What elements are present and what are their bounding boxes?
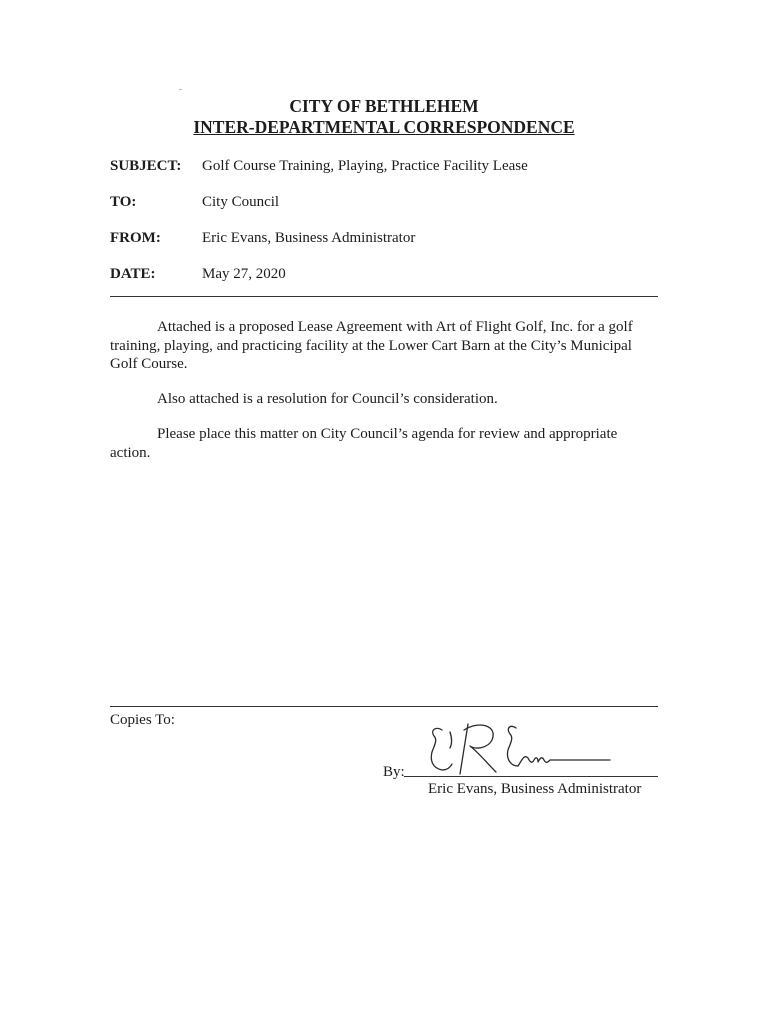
- copies-to-label: Copies To:: [110, 712, 175, 728]
- signatory-name: Eric Evans, Business Administrator: [428, 781, 642, 797]
- to-label: TO:: [110, 194, 137, 210]
- footer-divider: [110, 706, 658, 707]
- from-value: Eric Evans, Business Administrator: [202, 230, 416, 246]
- handwritten-signature: [420, 718, 620, 778]
- header-divider: [110, 296, 658, 297]
- header-correspondence-title: INTER-DEPARTMENTAL CORRESPONDENCE: [193, 117, 575, 137]
- scan-speck: [179, 89, 182, 90]
- header-city-name: CITY OF BETHLEHEM: [289, 96, 479, 116]
- date-value: May 27, 2020: [202, 266, 286, 282]
- body-paragraph-2: Also attached is a resolution for Council’s consideration.: [157, 391, 498, 407]
- date-label: DATE:: [110, 266, 156, 282]
- to-value: City Council: [202, 194, 280, 210]
- subject-value: Golf Course Training, Playing, Practice Facility Lease: [202, 158, 528, 174]
- from-label: FROM:: [110, 230, 161, 246]
- subject-label: SUBJECT:: [110, 158, 182, 174]
- signature-line: [404, 776, 658, 777]
- by-label: By:: [383, 764, 405, 780]
- body-paragraph-3: Please place this matter on City Council’s agenda for review and appropriate action.: [110, 426, 618, 461]
- body-paragraph-1: Attached is a proposed Lease Agreement with Art of Flight Golf, Inc. for a golf training, playing, and practicing facility at the Lower Cart Barn at the City’s Municipal Golf Course.: [110, 319, 633, 372]
